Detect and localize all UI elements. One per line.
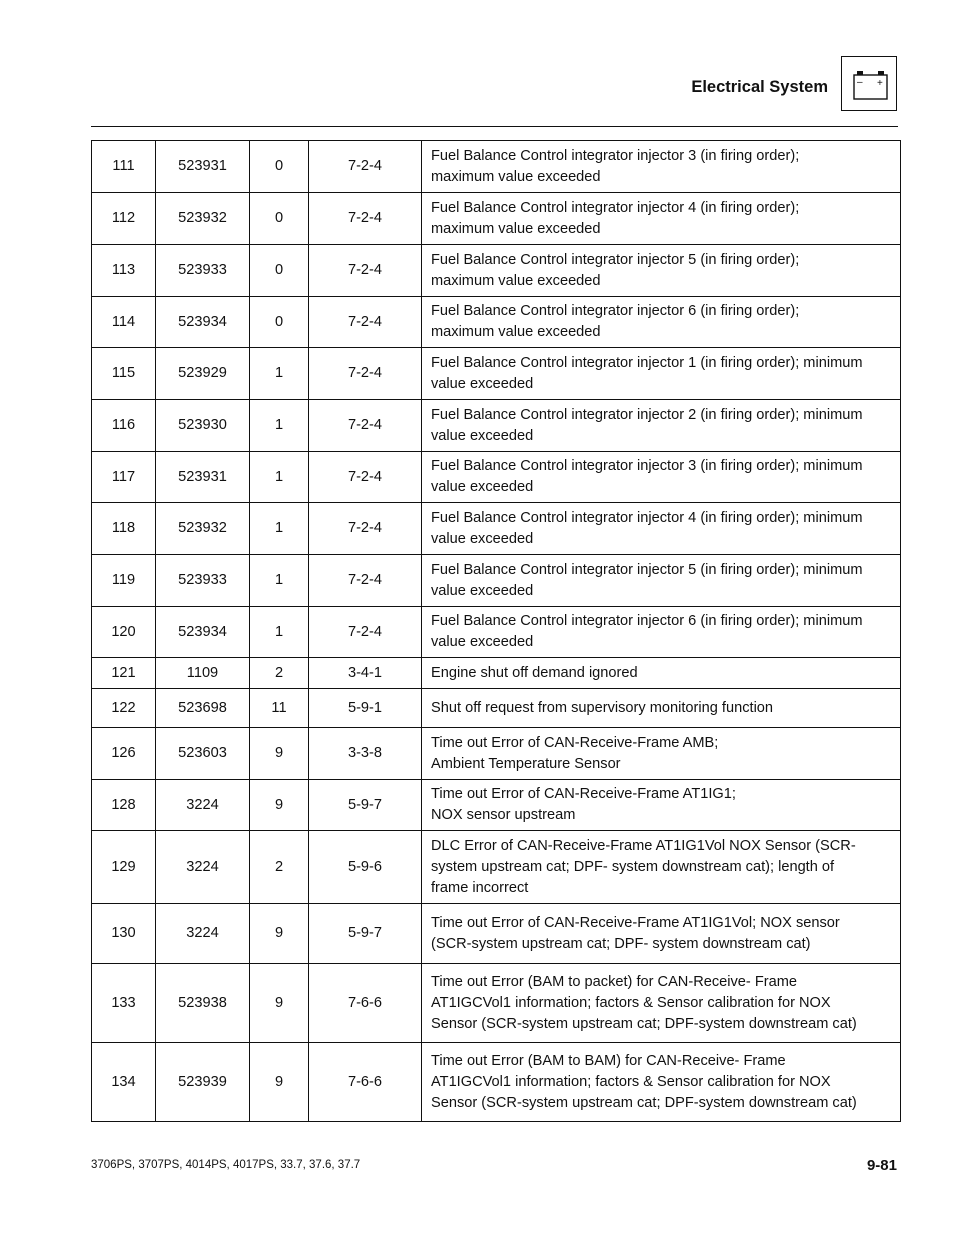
flash-code-cell: 7-2-4 [309, 141, 422, 193]
fmi-cell: 1 [250, 400, 309, 452]
fmi-cell: 0 [250, 245, 309, 297]
fmi-cell: 1 [250, 452, 309, 503]
description-line: DLC Error of CAN-Receive-Frame AT1IG1Vol NOX Sensor (SCR- [431, 837, 856, 854]
description-line: value exceeded [431, 530, 534, 547]
table-row [92, 689, 901, 728]
spn-cell: 523933 [156, 245, 250, 297]
flash-code-cell: 7-2-4 [309, 348, 422, 400]
flash-code-cell: 7-6-6 [309, 964, 422, 1043]
description-line: (SCR-system upstream cat; DPF- system downstream cat) [431, 935, 811, 952]
table-row [92, 964, 901, 1043]
description-line: maximum value exceeded [431, 220, 601, 237]
code-number-cell: 129 [92, 831, 156, 904]
flash-code-cell: 5-9-7 [309, 780, 422, 831]
description-cell [422, 658, 901, 689]
description-line: Shut off request from supervisory monitoring function [431, 699, 774, 716]
description-line: Time out Error (BAM to packet) for CAN-Receive- Frame [431, 973, 798, 990]
code-number-cell: 113 [92, 245, 156, 297]
table-row [92, 780, 901, 831]
code-number-cell: 119 [92, 555, 156, 607]
fmi-cell: 9 [250, 1043, 309, 1122]
description-line: Fuel Balance Control integrator injector 6 (in firing order); [431, 303, 800, 319]
fault-code-rows [92, 141, 901, 1122]
fmi-cell: 2 [250, 658, 309, 689]
description-cell [422, 555, 901, 607]
table-row [92, 607, 901, 658]
description-line: Fuel Balance Control integrator injector 3 (in firing order); [431, 147, 800, 164]
table-row [92, 193, 901, 245]
fmi-cell: 2 [250, 831, 309, 904]
description-line: Sensor (SCR-system upstream cat; DPF-system downstream cat) [431, 1094, 857, 1111]
fault-code-table [91, 140, 901, 1122]
description-line: Time out Error (BAM to BAM) for CAN-Receive- Frame [431, 1052, 786, 1069]
spn-cell: 523932 [156, 503, 250, 555]
description-cell [422, 141, 901, 193]
table-row [92, 904, 901, 964]
description-line: Fuel Balance Control integrator injector 5 (in firing order); minimum [431, 561, 863, 578]
spn-cell: 3224 [156, 780, 250, 831]
flash-code-cell: 7-2-4 [309, 400, 422, 452]
battery-minus-sign: – [857, 77, 863, 88]
description-cell [422, 400, 901, 452]
description-line: Fuel Balance Control integrator injector 4 (in firing order); [431, 199, 800, 216]
spn-cell: 523930 [156, 400, 250, 452]
table-row [92, 1043, 901, 1122]
description-cell [422, 503, 901, 555]
description-cell [422, 607, 901, 658]
table-row [92, 658, 901, 689]
table-row [92, 452, 901, 503]
fmi-cell: 0 [250, 193, 309, 245]
code-number-cell: 122 [92, 689, 156, 728]
description-line: Sensor (SCR-system upstream cat; DPF-system downstream cat) [431, 1015, 857, 1032]
code-number-cell: 112 [92, 193, 156, 245]
description-cell [422, 831, 901, 904]
spn-cell: 523939 [156, 1043, 250, 1122]
spn-cell: 523934 [156, 607, 250, 658]
fmi-cell: 9 [250, 904, 309, 964]
description-line: value exceeded [431, 479, 534, 495]
description-line: value exceeded [431, 582, 534, 599]
fmi-cell: 1 [250, 555, 309, 607]
description-cell [422, 689, 901, 728]
description-line: value exceeded [431, 427, 534, 444]
description-line: Fuel Balance Control integrator injector 1 (in firing order); minimum [431, 354, 863, 371]
code-number-cell: 116 [92, 400, 156, 452]
flash-code-cell: 7-2-4 [309, 607, 422, 658]
spn-cell: 3224 [156, 831, 250, 904]
table-row [92, 141, 901, 193]
description-cell [422, 780, 901, 831]
description-cell [422, 452, 901, 503]
description-line: AT1IGCVol1 information; factors & Sensor calibration for NOX [431, 994, 831, 1011]
fmi-cell: 0 [250, 297, 309, 348]
spn-cell: 523932 [156, 193, 250, 245]
description-line: Ambient Temperature Sensor [431, 755, 621, 772]
fmi-cell: 9 [250, 964, 309, 1043]
code-number-cell: 126 [92, 728, 156, 780]
flash-code-cell: 5-9-6 [309, 831, 422, 904]
flash-code-cell: 7-6-6 [309, 1043, 422, 1122]
spn-cell: 3224 [156, 904, 250, 964]
fmi-cell: 0 [250, 141, 309, 193]
description-line: maximum value exceeded [431, 272, 601, 289]
description-line: Fuel Balance Control integrator injector 6 (in firing order); minimum [431, 613, 863, 629]
flash-code-cell: 7-2-4 [309, 555, 422, 607]
fmi-cell: 9 [250, 780, 309, 831]
table-row [92, 245, 901, 297]
description-line: AT1IGCVol1 information; factors & Sensor calibration for NOX [431, 1073, 831, 1090]
description-line: maximum value exceeded [431, 324, 601, 340]
description-line: Time out Error of CAN-Receive-Frame AMB; [431, 734, 719, 751]
spn-cell: 523931 [156, 141, 250, 193]
code-number-cell: 130 [92, 904, 156, 964]
table-row [92, 503, 901, 555]
description-cell [422, 297, 901, 348]
fmi-cell: 9 [250, 728, 309, 780]
description-line: system upstream cat; DPF- system downstream cat); length of [431, 858, 835, 875]
table-row [92, 297, 901, 348]
description-line: Fuel Balance Control integrator injector 2 (in firing order); minimum [431, 406, 863, 423]
description-line: frame incorrect [431, 879, 529, 896]
spn-cell: 523929 [156, 348, 250, 400]
table-row [92, 348, 901, 400]
code-number-cell: 134 [92, 1043, 156, 1122]
battery-plus-sign: + [877, 78, 883, 89]
description-cell [422, 904, 901, 964]
description-cell [422, 193, 901, 245]
table-row [92, 728, 901, 780]
flash-code-cell: 5-9-7 [309, 904, 422, 964]
battery-icon [841, 56, 897, 111]
description-line: NOX sensor upstream [431, 807, 576, 823]
code-number-cell: 114 [92, 297, 156, 348]
flash-code-cell: 7-2-4 [309, 452, 422, 503]
flash-code-cell: 5-9-1 [309, 689, 422, 728]
section-title: Electrical System [691, 78, 828, 96]
table-row [92, 400, 901, 452]
description-cell [422, 728, 901, 780]
flash-code-cell: 7-2-4 [309, 503, 422, 555]
description-line: Engine shut off demand ignored [431, 664, 638, 681]
spn-cell: 523603 [156, 728, 250, 780]
description-line: Fuel Balance Control integrator injector 4 (in firing order); minimum [431, 509, 863, 526]
spn-cell: 523931 [156, 452, 250, 503]
page-number: 9-81 [866, 1157, 897, 1174]
flash-code-cell: 3-3-8 [309, 728, 422, 780]
code-number-cell: 121 [92, 658, 156, 689]
fmi-cell: 1 [250, 348, 309, 400]
code-number-cell: 128 [92, 780, 156, 831]
header-rule [91, 126, 898, 127]
spn-cell: 523938 [156, 964, 250, 1043]
description-cell [422, 964, 901, 1043]
table-row [92, 555, 901, 607]
fmi-cell: 1 [250, 607, 309, 658]
description-line: Time out Error of CAN-Receive-Frame AT1IG1Vol; NOX sensor [431, 914, 840, 931]
description-line: maximum value exceeded [431, 168, 601, 185]
flash-code-cell: 7-2-4 [309, 193, 422, 245]
spn-cell: 523933 [156, 555, 250, 607]
fmi-cell: 11 [250, 689, 309, 728]
spn-cell: 523698 [156, 689, 250, 728]
code-number-cell: 115 [92, 348, 156, 400]
flash-code-cell: 7-2-4 [309, 245, 422, 297]
description-cell [422, 1043, 901, 1122]
code-number-cell: 133 [92, 964, 156, 1043]
code-number-cell: 120 [92, 607, 156, 658]
table-row [92, 831, 901, 904]
description-line: Fuel Balance Control integrator injector 3 (in firing order); minimum [431, 458, 863, 474]
model-list: 3706PS, 3707PS, 4014PS, 4017PS, 33.7, 37.6, 37.7 [91, 1159, 361, 1171]
description-line: Fuel Balance Control integrator injector 5 (in firing order); [431, 251, 800, 268]
spn-cell: 523934 [156, 297, 250, 348]
description-cell [422, 245, 901, 297]
spn-cell: 1109 [156, 658, 250, 689]
description-cell [422, 348, 901, 400]
code-number-cell: 117 [92, 452, 156, 503]
description-line: Time out Error of CAN-Receive-Frame AT1IG1; [431, 786, 736, 802]
flash-code-cell: 7-2-4 [309, 297, 422, 348]
description-line: value exceeded [431, 634, 534, 650]
code-number-cell: 111 [92, 141, 156, 193]
flash-code-cell: 3-4-1 [309, 658, 422, 689]
description-line: value exceeded [431, 375, 534, 392]
fmi-cell: 1 [250, 503, 309, 555]
code-number-cell: 118 [92, 503, 156, 555]
